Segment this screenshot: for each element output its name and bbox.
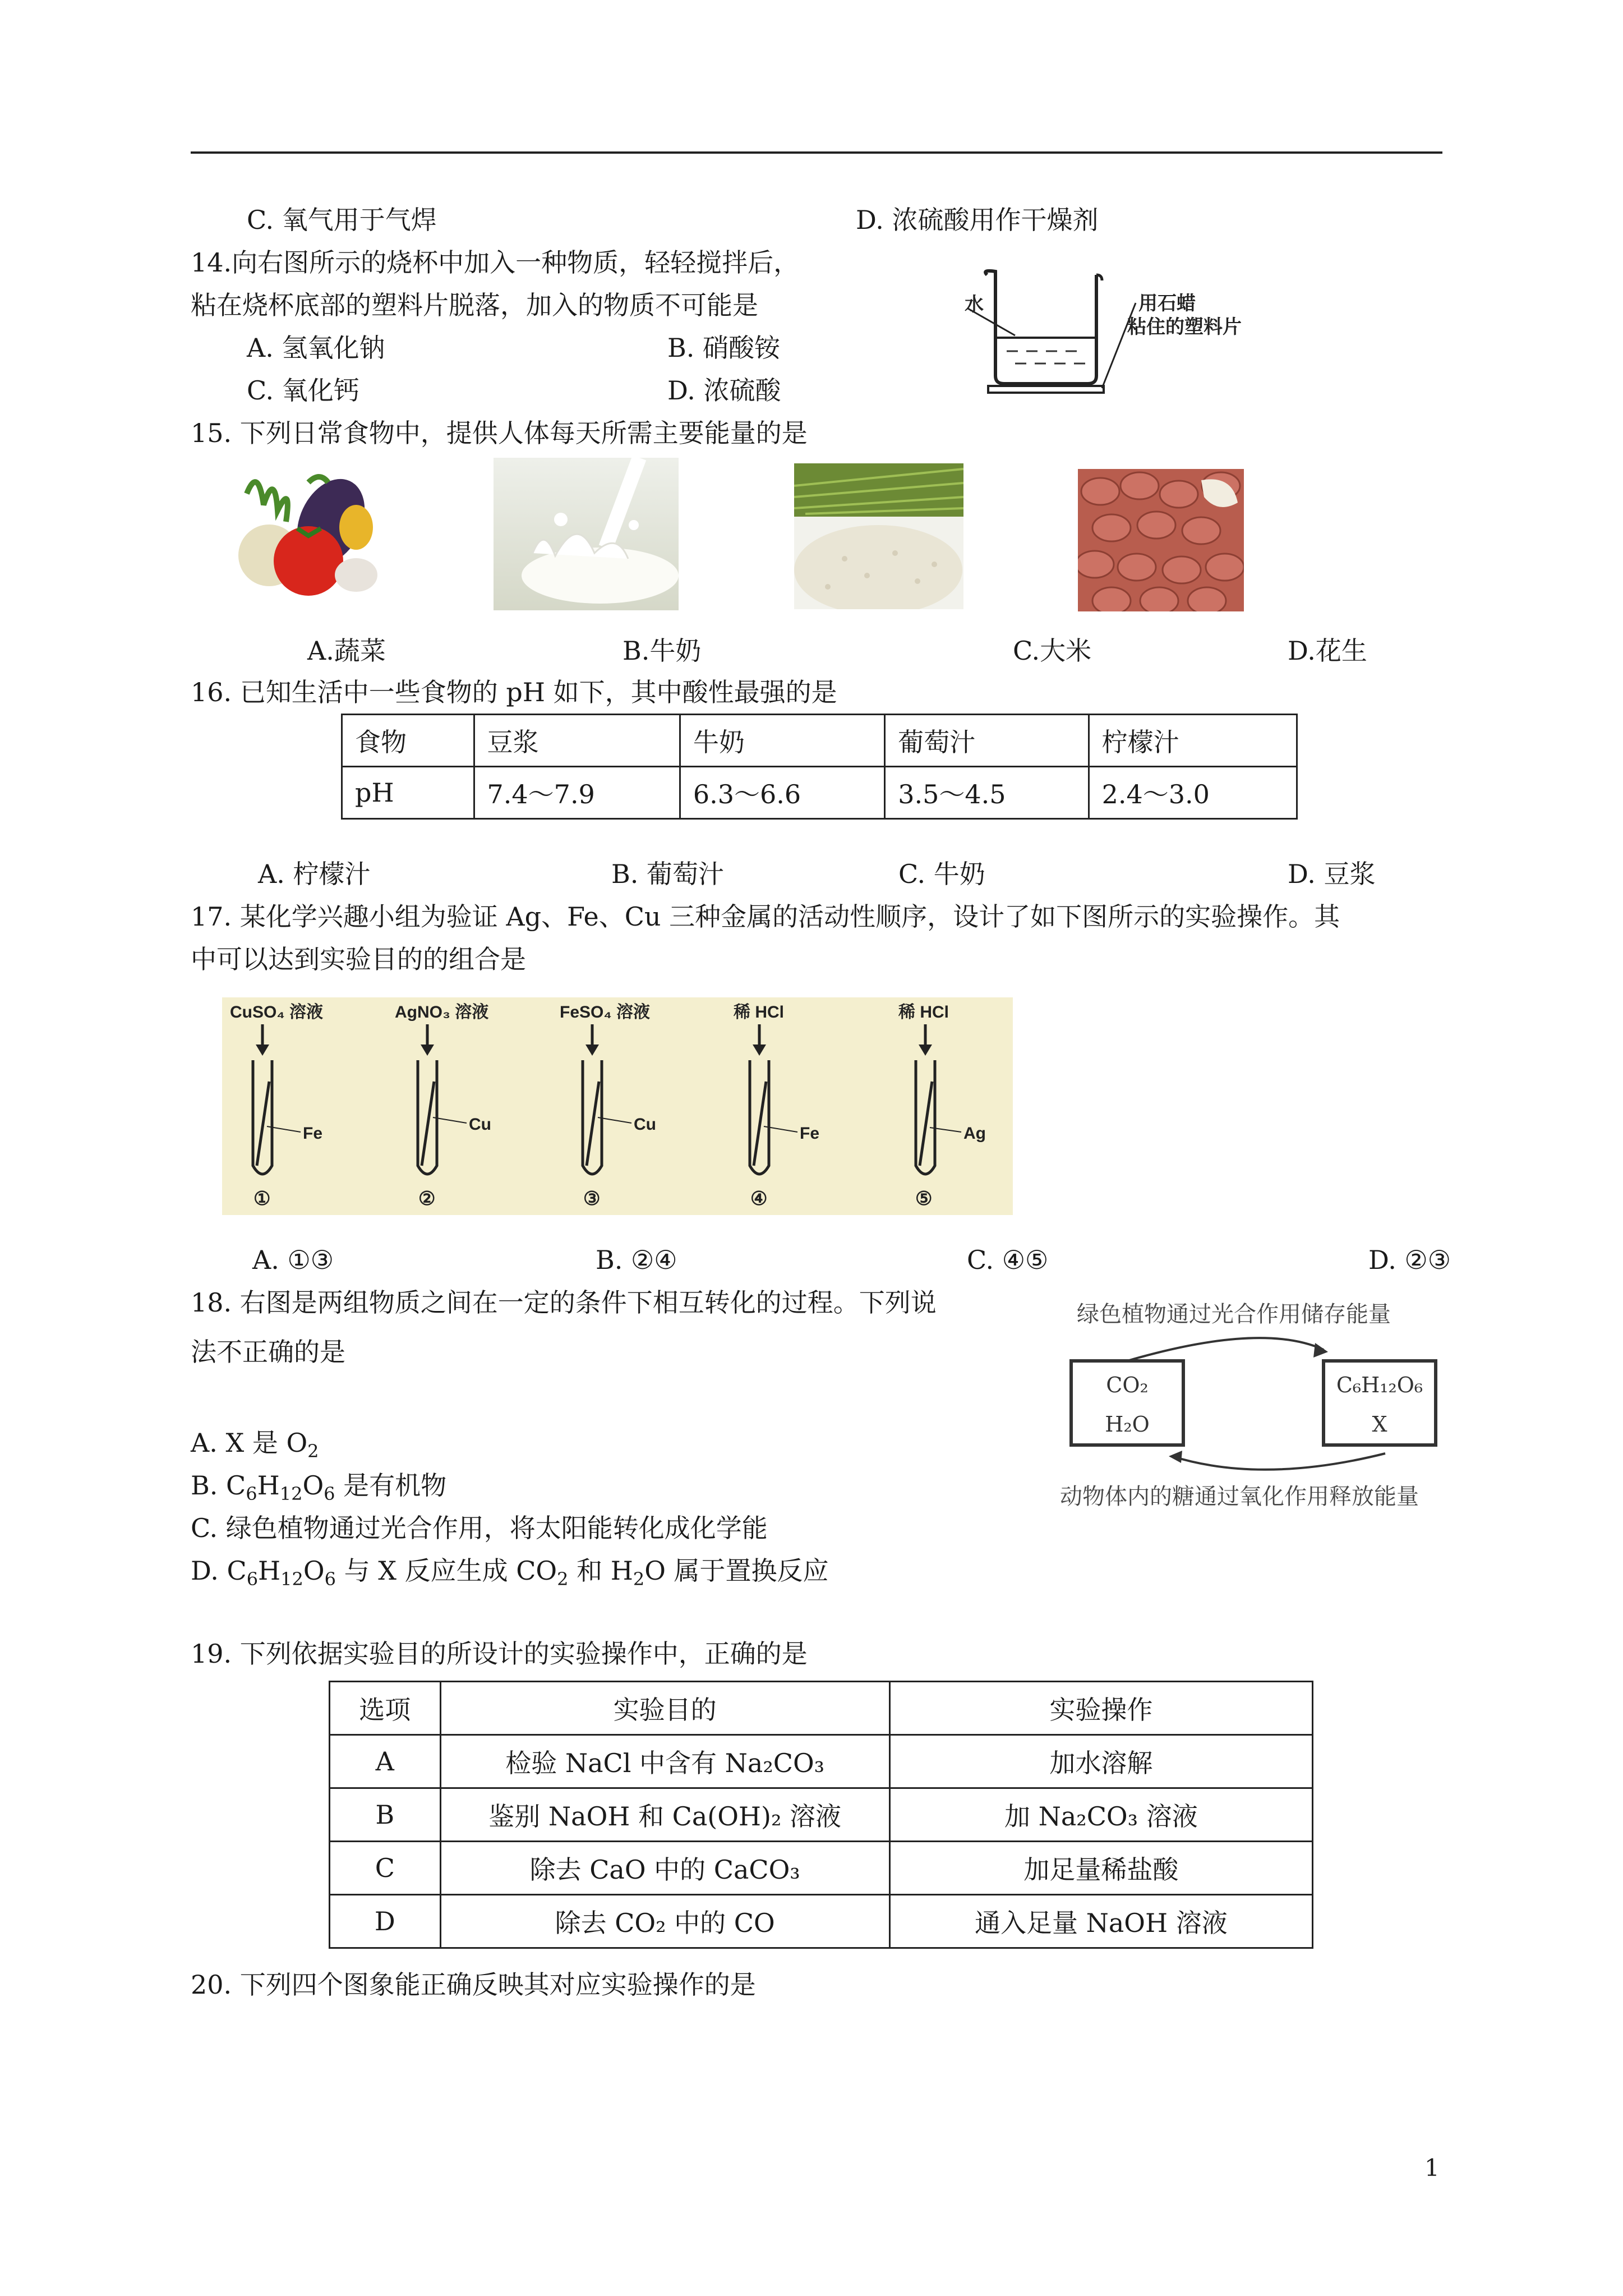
table-row: [330, 1682, 1313, 1735]
tube2-metal: Cu: [469, 1115, 491, 1134]
q17-option-a: A. ①③: [252, 1245, 334, 1275]
q15-option-a: A.蔬菜: [307, 636, 386, 666]
table-cell: 豆浆: [474, 715, 680, 767]
page-number: 1: [1424, 2154, 1440, 2182]
tube5-metal: Ag: [963, 1124, 986, 1143]
tube3-metal: Cu: [634, 1115, 656, 1134]
q18-option-c: C. 绿色植物通过光合作用，将太阳能转化成化学能: [191, 1513, 768, 1543]
tube5-reagent: 稀 HCl: [898, 1003, 949, 1022]
q20-stem: 20. 下列四个图象能正确反映其对应实验操作的是: [191, 1970, 756, 2000]
q15-option-b: B.牛奶: [623, 636, 702, 666]
tube4-metal: Fe: [800, 1124, 820, 1143]
q14-option-a: A. 氢氧化钠: [247, 333, 385, 363]
diagram-glucose: C₆H₁₂O₆: [1336, 1373, 1423, 1397]
q17-stem-line2: 中可以达到实验目的的组合是: [191, 944, 526, 974]
table-cell: 加 Na₂CO₃ 溶液: [889, 1788, 1312, 1842]
q15-stem: 15. 下列日常食物中，提供人体每天所需主要能量的是: [191, 418, 808, 448]
q18-option-a: A. X 是 $O_2$: [191, 1428, 319, 1462]
q18-option-b: B. $C_6H_{12}O_6$ 是有机物: [191, 1470, 447, 1504]
q16-stem: 16. 已知生活中一些食物的 pH 如下，其中酸性最强的是: [191, 677, 837, 707]
diagram-h2o: H₂O: [1105, 1412, 1150, 1437]
test-tubes-figure: [222, 997, 1013, 1215]
table-cell: 葡萄汁: [885, 715, 1089, 767]
table-cell: B: [330, 1788, 441, 1842]
q14-option-b: B. 硝酸铵: [667, 333, 781, 363]
table-cell: 柠檬汁: [1089, 715, 1297, 767]
q16-ph-table: [341, 714, 1298, 820]
table-cell: C: [330, 1842, 441, 1895]
q14-stem-line1: 14.向右图所示的烧杯中加入一种物质，轻轻搅拌后，: [191, 247, 800, 278]
tube1-number: ①: [253, 1188, 271, 1209]
table-row: [342, 767, 1297, 819]
q15-option-c: C.大米: [1013, 636, 1092, 666]
milk-image: [494, 458, 679, 610]
tube2-number: ②: [418, 1188, 436, 1209]
peanuts-image: [1078, 469, 1244, 611]
q18-stem-line1: 18. 右图是两组物质之间在一定的条件下相互转化的过程。下列说: [191, 1287, 937, 1318]
q17-option-c: C. ④⑤: [967, 1245, 1049, 1275]
tube3-number: ③: [583, 1188, 601, 1209]
table-cell: D: [330, 1895, 441, 1948]
vegetables-image: [224, 460, 393, 606]
table-cell: 食物: [342, 715, 474, 767]
table-row: [330, 1788, 1313, 1842]
q14-option-c: C. 氧化钙: [247, 375, 359, 406]
table-cell: pH: [342, 767, 474, 819]
beaker-label-line2: 粘住的塑料片: [1127, 316, 1242, 338]
table-cell: 除去 CO₂ 中的 CO: [440, 1895, 889, 1948]
beaker-figure: [965, 264, 1279, 409]
diagram-bottom-label: 动物体内的糖通过氧化作用释放能量: [1060, 1484, 1419, 1509]
tube5-number: ⑤: [915, 1188, 933, 1209]
q16-option-a: A. 柠檬汁: [258, 859, 371, 889]
tube4-reagent: 稀 HCl: [734, 1003, 784, 1022]
q14-stem-line2: 粘在烧杯底部的塑料片脱落，加入的物质不可能是: [191, 290, 758, 320]
q17-option-b: B. ②④: [596, 1245, 677, 1275]
table-cell: 检验 NaCl 中含有 Na₂CO₃: [440, 1735, 889, 1788]
q16-option-c: C. 牛奶: [898, 859, 985, 889]
tube3-reagent: FeSO₄ 溶液: [560, 1003, 650, 1022]
table-header-cell: 选项: [330, 1682, 441, 1735]
q19-stem: 19. 下列依据实验目的所设计的实验操作中，正确的是: [191, 1639, 808, 1669]
beaker-water-label: 水: [965, 294, 984, 315]
table-cell: 鉴别 NaOH 和 Ca(OH)₂ 溶液: [440, 1788, 889, 1842]
table-cell: A: [330, 1735, 441, 1788]
conversion-diagram: [1060, 1299, 1464, 1512]
q16-option-d: D. 豆浆: [1288, 859, 1376, 889]
table-cell: 加足量稀盐酸: [889, 1842, 1312, 1895]
tube4-number: ④: [750, 1188, 768, 1209]
q19-experiment-table: [329, 1681, 1313, 1949]
q16-option-b: B. 葡萄汁: [611, 859, 725, 889]
table-row: [330, 1842, 1313, 1895]
header-rule: [191, 151, 1442, 154]
q18-option-d: D. $C_6H_{12}O_6$ 与 X 反应生成 $CO_2$ 和 $H_2O$ 属于置换反应: [191, 1556, 829, 1590]
tube1-metal: Fe: [303, 1124, 323, 1143]
table-cell: 2.4～3.0: [1089, 767, 1297, 819]
q13-option-d: D. 浓硫酸用作干燥剂: [856, 205, 1099, 235]
table-row: [330, 1895, 1313, 1948]
diagram-co2: CO₂: [1106, 1373, 1149, 1397]
table-cell: 6.3～6.6: [680, 767, 884, 819]
diagram-top-label: 绿色植物通过光合作用储存能量: [1077, 1302, 1391, 1327]
q17-option-d: D. ②③: [1368, 1245, 1451, 1275]
table-cell: 加水溶解: [889, 1735, 1312, 1788]
diagram-x: X: [1372, 1412, 1387, 1437]
table-row: [330, 1735, 1313, 1788]
table-header-cell: 实验操作: [889, 1682, 1312, 1735]
table-cell: 3.5～4.5: [885, 767, 1089, 819]
table-cell: 除去 CaO 中的 CaCO₃: [440, 1842, 889, 1895]
q15-option-d: D.花生: [1288, 636, 1367, 666]
table-header-cell: 实验目的: [440, 1682, 889, 1735]
table-cell: 牛奶: [680, 715, 884, 767]
q18-stem-line2: 法不正确的是: [191, 1337, 345, 1367]
q13-option-c: C. 氧气用于气焊: [247, 205, 437, 235]
table-row: [342, 715, 1297, 767]
rice-image: [794, 463, 963, 609]
table-cell: 通入足量 NaOH 溶液: [889, 1895, 1312, 1948]
tube2-reagent: AgNO₃ 溶液: [395, 1003, 489, 1022]
q17-stem-line1: 17. 某化学兴趣小组为验证 Ag、Fe、Cu 三种金属的活动性顺序，设计了如下图所示的实验操作。其: [191, 901, 1340, 932]
table-cell: 7.4～7.9: [474, 767, 680, 819]
q14-option-d: D. 浓硫酸: [667, 375, 781, 406]
tube1-reagent: CuSO₄ 溶液: [230, 1003, 323, 1022]
beaker-label-line1: 用石蜡: [1138, 293, 1196, 314]
